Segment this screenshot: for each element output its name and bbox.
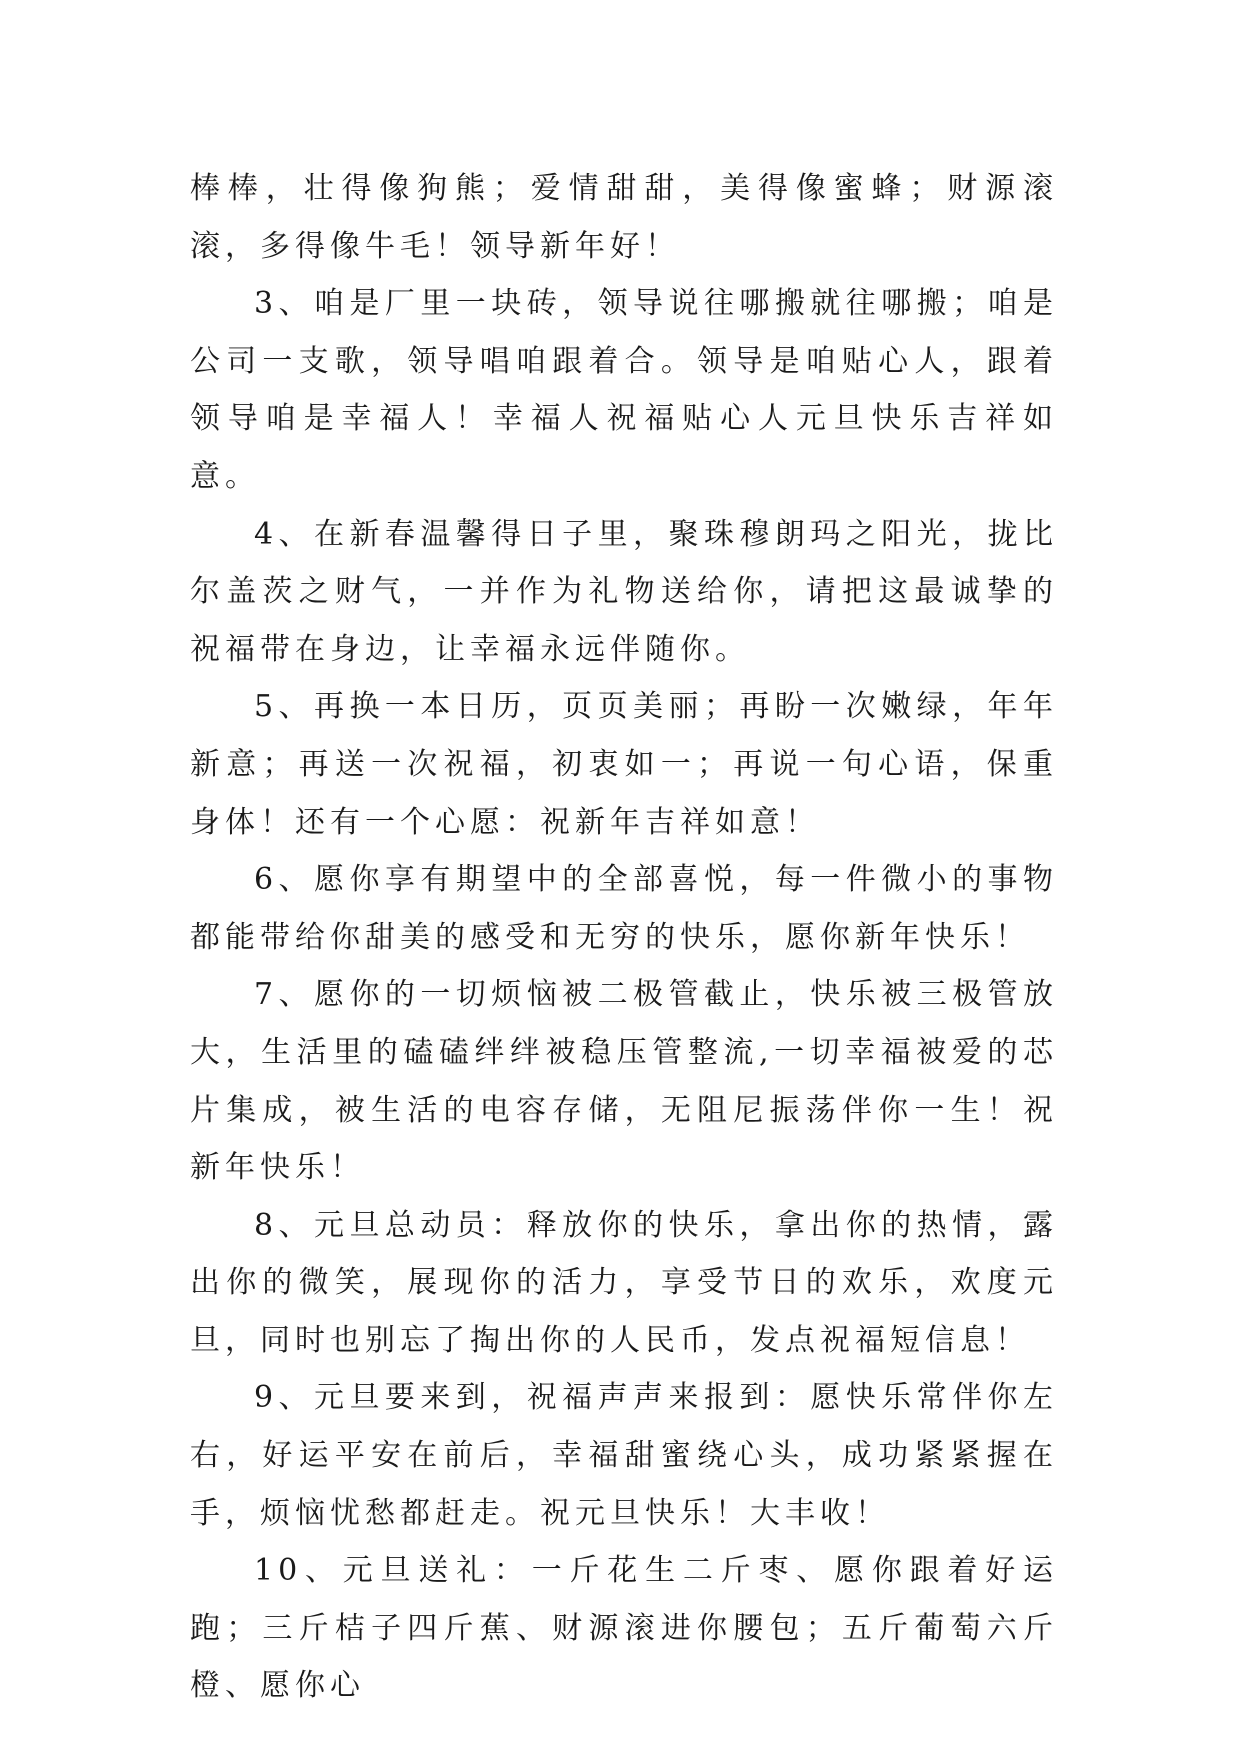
paragraph-item-6: 6、愿你享有期望中的全部喜悦，每一件微小的事物都能带给你甜美的感受和无穷的快乐，愿你新年快乐！ [190, 862, 1058, 955]
paragraph-item-7: 7、愿你的一切烦恼被二极管截止，快乐被三极管放大，生活里的磕磕绊绊被稳压管整流,一切幸福被爱的芯片集成，被生活的电容存储，无阻尼振荡伴你一生！祝新年快乐！ [190, 977, 1058, 1186]
document-body [190, 160, 1058, 1715]
paragraph-item-8: 8、元旦总动员：释放你的快乐，拿出你的热情，露出你的微笑，展现你的活力，享受节日的欢乐，欢度元旦，同时也别忘了掏出你的人民币，发点祝福短信息！ [190, 1207, 1058, 1358]
paragraph-item-4: 4、在新春温馨得日子里，聚珠穆朗玛之阳光，拢比尔盖茨之财气，一并作为礼物送给你，请把这最诚挚的祝福带在身边，让幸福永远伴随你。 [190, 516, 1058, 667]
paragraph-continuation: 棒棒，壮得像狗熊；爱情甜甜，美得像蜜蜂；财源滚滚，多得像牛毛！领导新年好！ [190, 171, 1058, 264]
paragraph-item-3: 3、咱是厂里一块砖，领导说往哪搬就往哪搬；咱是公司一支歌，领导唱咱跟着合。领导是咱贴心人，跟着领导咱是幸福人！幸福人祝福贴心人元旦快乐吉祥如意。 [190, 286, 1058, 494]
paragraph-item-9: 9、元旦要来到，祝福声声来报到：愿快乐常伴你左右，好运平安在前后，幸福甜蜜绕心头，成功紧紧握在手，烦恼忧愁都赶走。祝元旦快乐！大丰收！ [190, 1380, 1058, 1531]
paragraph-item-5: 5、再换一本日历，页页美丽；再盼一次嫩绿，年年新意；再送一次祝福，初衷如一；再说一句心语，保重身体！还有一个心愿：祝新年吉祥如意！ [190, 689, 1058, 840]
paragraph-item-10: 10、元旦送礼：一斤花生二斤枣、愿你跟着好运跑；三斤桔子四斤蕉、财源滚进你腰包；五斤葡萄六斤橙、愿你心 [190, 1553, 1058, 1704]
